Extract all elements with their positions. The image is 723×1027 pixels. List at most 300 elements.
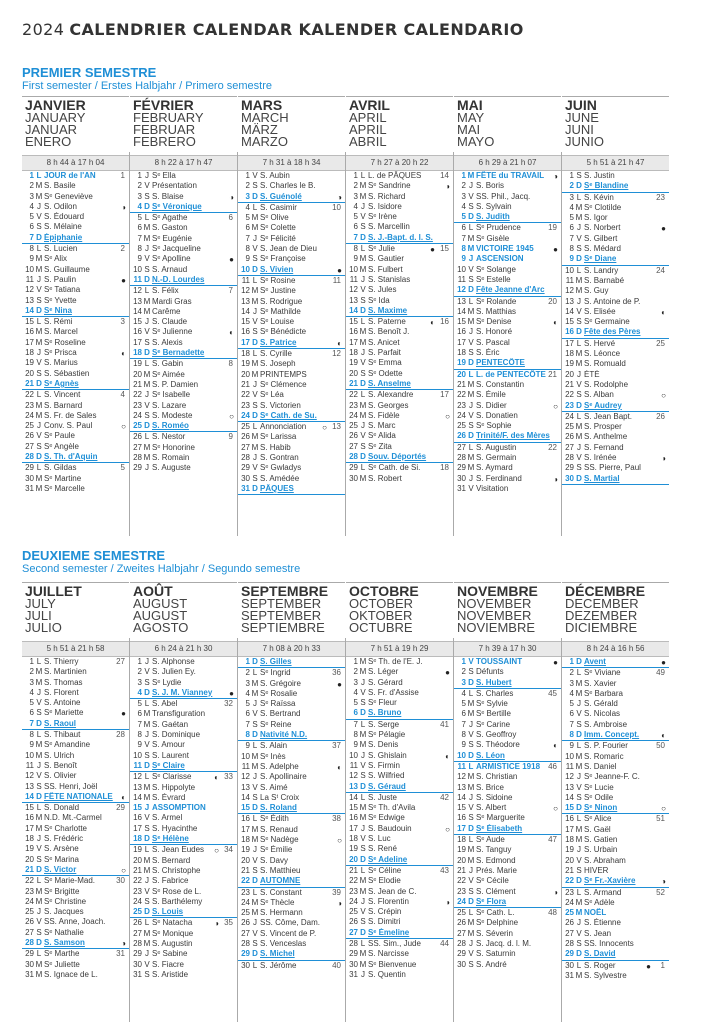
saint-name: Sᵉ Martine: [44, 473, 82, 483]
weekday-letter: D: [252, 803, 258, 813]
day-row: [346, 411, 453, 421]
day-number: 18: [241, 349, 250, 359]
weekday-letter: V: [576, 782, 582, 792]
saint-name: Sᵉ Louise: [260, 317, 295, 327]
month-column: [130, 582, 237, 980]
weekday-letter: M: [467, 306, 475, 316]
weekday-letter: J: [361, 348, 365, 358]
saint-name: S. Baudouin: [368, 823, 412, 833]
day-row: [454, 678, 561, 689]
day-number: 5: [569, 699, 574, 709]
weekday-letter: M: [359, 400, 367, 410]
saint-name: S. Serge: [368, 719, 400, 729]
weekday-letter: L: [36, 317, 42, 327]
month-name: NOVEMBRE: [457, 583, 538, 599]
day-row: [238, 709, 345, 719]
day-number: 21: [25, 378, 34, 388]
weekday-letter: V: [576, 379, 582, 389]
month-name-translation: DECEMBER: [565, 596, 639, 611]
weekday-letter: S: [252, 327, 258, 337]
saint-name: Sᵉ Élisabeth: [476, 823, 523, 833]
saint-name: Sᵉ Emma: [368, 358, 402, 368]
day-row: [562, 317, 669, 327]
day-row: [562, 730, 669, 741]
weekday-letter: D: [576, 949, 582, 959]
day-row: [238, 181, 345, 191]
saint-name: S. Matthieu: [260, 865, 301, 875]
moon-phase-icon: ●: [337, 265, 342, 275]
day-row: [238, 349, 345, 359]
saint-name: S. Alain: [260, 741, 288, 751]
weekday-letter: D: [468, 896, 474, 906]
day-row: [22, 265, 129, 275]
day-number: 29: [457, 463, 466, 473]
day-number: 6: [569, 709, 574, 719]
saint-name: S. Lazare: [152, 400, 187, 410]
day-row: [238, 657, 345, 668]
month-name: MARS: [241, 97, 283, 113]
week-number: 1: [120, 171, 125, 180]
day-row: [454, 223, 561, 233]
weekday-letter: D: [360, 452, 366, 462]
day-row: [454, 411, 561, 421]
day-number: 9: [245, 254, 250, 264]
month-header: [238, 582, 345, 641]
weekday-letter: M: [467, 317, 475, 327]
month-name-translation: JULIO: [25, 620, 62, 635]
day-row: [454, 307, 561, 317]
weekday-letter: L: [144, 432, 150, 442]
day-number: 24: [241, 410, 250, 420]
weekday-letter: M: [35, 254, 43, 264]
day-row: [562, 223, 669, 233]
weekday-letter: J: [145, 730, 149, 740]
moon-phase-icon: ◑: [229, 192, 234, 202]
weekday-letter: J: [37, 421, 41, 431]
day-row: [346, 296, 453, 306]
day-number: 22: [241, 876, 250, 886]
weekday-letter: M: [251, 213, 259, 223]
day-row: [238, 297, 345, 307]
day-number: 23: [565, 887, 574, 897]
day-row: [562, 339, 669, 349]
day-number: 15: [133, 317, 142, 327]
day-number: 23: [349, 400, 358, 410]
day-number: 17: [241, 824, 250, 834]
day-number: 17: [565, 824, 574, 834]
day-number: 18: [133, 834, 142, 844]
weekday-letter: L: [576, 411, 582, 421]
day-number: 27: [133, 928, 142, 938]
weekday-letter: S: [468, 421, 474, 431]
day-row: [346, 813, 453, 823]
day-row: [130, 929, 237, 939]
day-number: 7: [29, 718, 34, 728]
day-row: [346, 824, 453, 834]
month-name-translation: DICIEMBRE: [565, 620, 638, 635]
title-text: CALENDRIER CALENDAR KALENDER CALENDARIO: [69, 20, 524, 39]
weekday-letter: D: [360, 854, 366, 864]
saint-name: Sᵉ Lucie: [584, 782, 614, 792]
month-name: JUILLET: [25, 583, 82, 599]
day-number: 31: [565, 970, 574, 980]
weekday-letter: S: [144, 677, 150, 687]
saint-name: SS. Pierre, Paul: [584, 463, 641, 473]
day-number: 5: [137, 699, 142, 709]
weekday-letter: D: [252, 264, 258, 274]
day-row: [22, 348, 129, 358]
month-header: [22, 582, 129, 641]
day-row: [130, 730, 237, 740]
weekday-letter: M: [467, 918, 475, 928]
saint-name: SS. Phil., Jacq.: [476, 191, 531, 201]
day-number: 25: [25, 907, 34, 917]
weekday-letter: D: [576, 254, 582, 264]
day-row: [22, 698, 129, 708]
saint-name: S. Cyrille: [260, 349, 293, 359]
moon-phase-icon: ●: [229, 255, 234, 265]
weekday-letter: M: [575, 835, 583, 845]
day-row: [346, 917, 453, 927]
day-number: 16: [565, 814, 574, 824]
moon-phase-icon: ◑: [214, 919, 219, 929]
day-number: 6: [353, 708, 358, 718]
day-number: 16: [349, 327, 358, 337]
day-row: [454, 835, 561, 845]
day-row: [562, 266, 669, 276]
day-number: 28: [457, 939, 466, 949]
day-number: 9: [137, 740, 142, 750]
day-number: 2: [137, 181, 142, 191]
day-row: [562, 390, 669, 400]
saint-name: Annonciation: [260, 422, 307, 432]
day-row: [454, 918, 561, 928]
weekday-letter: V: [468, 483, 474, 493]
saint-name: Sᵉ Cécile: [476, 876, 509, 886]
day-row: [346, 907, 453, 917]
weekday-letter: M: [143, 442, 151, 452]
day-number: 12: [457, 285, 466, 295]
weekday-letter: S: [252, 181, 258, 191]
day-number: 1: [245, 657, 250, 666]
day-number: 30: [457, 959, 466, 969]
weekday-letter: J: [361, 823, 365, 833]
day-number: 13: [565, 782, 574, 792]
day-number: 27: [457, 928, 466, 938]
saint-name: Sᵉ Sophie: [476, 421, 512, 431]
day-number: 4: [569, 688, 574, 698]
day-row: [130, 824, 237, 834]
weekday-letter: L: [576, 814, 582, 824]
day-number: 30: [565, 473, 574, 483]
day-number: 10: [349, 264, 358, 274]
saint-name: S. Rodolphe: [584, 379, 629, 389]
weekday-letter: J: [469, 792, 473, 802]
day-row: [346, 452, 453, 463]
saint-name: S. Ulrich: [44, 750, 75, 760]
weekday-letter: S: [360, 368, 366, 378]
weekday-letter: M: [575, 678, 583, 688]
day-row: [238, 803, 345, 814]
weekday-letter: M: [467, 171, 475, 180]
day-number: 31: [25, 483, 34, 493]
week-number: 29: [116, 803, 125, 813]
saint-name: N.-D. Lourdes: [152, 274, 205, 284]
weekday-letter: M: [251, 359, 259, 369]
moon-phase-icon: ◑: [553, 474, 558, 484]
saint-name: Sᵉ Gwladys: [260, 463, 302, 473]
month-name: FÉVRIER: [133, 97, 194, 113]
day-row: [22, 876, 129, 886]
weekday-letter: V: [144, 886, 150, 896]
weekday-letter: J: [145, 171, 149, 180]
day-row: [454, 783, 561, 793]
saint-name: SS. Innocents: [584, 939, 634, 949]
month-name-translation: MÄRZ: [241, 122, 278, 137]
day-row: [346, 970, 453, 980]
week-number: 23: [656, 192, 665, 202]
weekday-letter: V: [360, 760, 366, 770]
weekday-letter: D: [144, 421, 150, 431]
month-column: [22, 582, 129, 980]
semester-subtitle: Second semester / Zweites Halbjahr / Segundo semestre: [22, 563, 301, 575]
day-row: [346, 834, 453, 844]
weekday-letter: V: [576, 709, 582, 719]
saint-name: S. Victor: [44, 864, 77, 874]
weekday-letter: L: [468, 761, 474, 771]
weekday-letter: V: [252, 463, 258, 473]
day-row: [22, 761, 129, 771]
saint-name: Avent: [584, 657, 606, 666]
month-name: DÉCEMBRE: [565, 583, 646, 599]
day-number: 14: [25, 791, 34, 801]
weekday-letter: M: [359, 410, 367, 420]
weekday-letter: V: [468, 730, 474, 740]
day-row: [130, 876, 237, 886]
saint-name: S. Odilon: [44, 201, 77, 211]
day-number: 7: [461, 719, 466, 729]
saint-name: S. P. Damien: [152, 379, 199, 389]
weekday-letter: J: [145, 317, 149, 327]
weekday-letter: M: [143, 719, 151, 729]
weekday-letter: D: [576, 400, 582, 410]
saint-name: S. Jules: [368, 285, 397, 295]
day-number: 11: [457, 274, 466, 284]
day-row: [238, 286, 345, 296]
saint-name: S. Bruno: [368, 708, 402, 718]
day-row: [238, 380, 345, 390]
saint-name: S. Apollinaire: [260, 772, 307, 782]
day-row: [346, 960, 453, 970]
weekday-letter: L: [360, 317, 366, 327]
day-row: [454, 338, 561, 348]
saint-name: S. Blaise: [152, 191, 184, 201]
day-number: 8: [29, 244, 34, 254]
day-row: [454, 265, 561, 275]
day-row: [130, 286, 237, 296]
day-row: [346, 939, 453, 949]
weekday-letter: M: [575, 908, 583, 918]
saint-name: S. Fernand: [584, 442, 624, 452]
weekday-letter: M: [143, 453, 151, 463]
day-row: [22, 678, 129, 688]
day-row: [454, 380, 561, 390]
day-row: [454, 297, 561, 307]
day-number: 15: [25, 803, 34, 813]
day-number: 15: [457, 317, 466, 327]
day-number: 7: [245, 719, 250, 729]
day-number: 13: [565, 296, 574, 306]
weekday-letter: J: [361, 896, 365, 906]
saint-name: S. Barnard: [44, 400, 83, 410]
day-row: [130, 772, 237, 782]
weekday-letter: M: [359, 337, 367, 347]
week-number: 36: [332, 668, 341, 678]
saint-name: Sᵉ Nathalie: [44, 927, 84, 937]
saint-name: S. Alexandre: [368, 390, 414, 400]
moon-phase-icon: ◑: [121, 939, 126, 949]
weekday-letter: L: [36, 730, 42, 740]
day-row: [22, 792, 129, 803]
month-name-translation: JULY: [25, 596, 56, 611]
day-number: 11: [25, 274, 34, 284]
day-row: [130, 432, 237, 442]
week-number: 51: [656, 814, 665, 824]
day-number: 17: [25, 823, 34, 833]
saint-name: S. Basile: [44, 181, 76, 191]
month-header: [130, 96, 237, 155]
week-number: 49: [656, 668, 665, 678]
saint-name: S. Antoine: [44, 698, 81, 708]
saint-name: Sᵉ Olive: [260, 213, 289, 223]
day-number: 3: [245, 191, 250, 201]
weekday-letter: M: [467, 244, 475, 254]
weekday-letter: M: [143, 369, 151, 379]
saint-name: S. Guillaume: [44, 264, 90, 274]
day-row: [346, 379, 453, 390]
weekday-letter: S: [144, 191, 150, 201]
day-number: 12: [565, 286, 574, 296]
day-row: [238, 203, 345, 213]
week-number: 27: [116, 657, 125, 666]
saint-name: Sᵉ Fr.-Xavière: [584, 876, 636, 886]
saint-name: S. Étienne: [584, 918, 621, 928]
day-number: 9: [245, 741, 250, 751]
day-number: 23: [457, 886, 466, 896]
day-number: 27: [349, 441, 358, 451]
weekday-letter: V: [36, 431, 42, 441]
day-row: [22, 181, 129, 191]
saint-name: S. Narcisse: [368, 949, 409, 959]
weekday-letter: L: [360, 244, 366, 254]
saint-name: S. Léon: [476, 750, 505, 760]
weekday-letter: M: [575, 286, 583, 296]
saint-name: Sᵉ Clémence: [260, 379, 307, 389]
day-row: [130, 688, 237, 699]
day-number: 12: [349, 771, 358, 781]
day-row: [238, 679, 345, 689]
day-number: 21: [349, 378, 358, 388]
saint-name: Sᵉ Blandine: [584, 181, 629, 191]
day-row: [238, 888, 345, 898]
day-row: [454, 244, 561, 254]
day-number: 25: [133, 421, 142, 431]
saint-name: S. Jacques: [44, 907, 84, 917]
day-number: 13: [25, 781, 34, 791]
saint-name: S. Gérard: [368, 677, 403, 687]
day-row: [346, 708, 453, 719]
saint-name: S. Parfait: [368, 348, 401, 358]
saint-name: Sᵉ Barbara: [584, 688, 623, 698]
weekday-letter: M: [359, 657, 367, 666]
weekday-letter: S: [36, 708, 42, 718]
saint-name: Sᵉ Bienvenue: [368, 959, 417, 969]
month-name-translation: ABRIL: [349, 134, 387, 149]
saint-name: S. Wilfried: [368, 771, 405, 781]
week-number: 26: [656, 411, 665, 421]
day-number: 3: [461, 677, 466, 687]
weekday-letter: D: [252, 949, 258, 959]
weekday-letter: J: [468, 254, 474, 264]
day-number: 19: [457, 358, 466, 368]
moon-phase-icon: ○: [553, 401, 558, 411]
day-row: [130, 949, 237, 959]
day-row: [562, 203, 669, 213]
day-row: [562, 825, 669, 835]
day-row: [346, 855, 453, 866]
weekday-letter: V: [576, 453, 582, 463]
saint-name: S. Germain: [476, 453, 517, 463]
weekday-letter: S: [360, 698, 366, 708]
saint-name: Sᵉ Félicité: [260, 233, 296, 243]
day-row: [22, 667, 129, 677]
day-row: [130, 359, 237, 369]
day-row: [562, 720, 669, 730]
day-row: [22, 338, 129, 348]
day-number: 6: [245, 223, 250, 233]
day-row: [22, 212, 129, 222]
weekday-letter: V: [144, 327, 150, 337]
day-number: 1: [137, 171, 142, 180]
weekday-letter: V: [36, 771, 42, 781]
week-number: 2: [120, 244, 125, 254]
saint-name: Sᵉ Flora: [476, 896, 507, 906]
day-number: 24: [241, 897, 250, 907]
saint-name: Sᵉ Odette: [368, 368, 403, 378]
weekday-letter: D: [252, 657, 258, 666]
month-name: AVRIL: [349, 97, 390, 113]
weekday-letter: J: [37, 687, 41, 697]
moon-phase-icon: ●: [121, 275, 126, 285]
saint-name: S. Isidore: [368, 201, 402, 211]
month-name: SEPTEMBRE: [241, 583, 329, 599]
day-row: [130, 761, 237, 772]
saint-name: S. Christian: [476, 772, 518, 782]
day-row: [238, 762, 345, 772]
moon-phase-icon: ●: [553, 658, 558, 667]
weekday-letter: L: [144, 845, 150, 855]
weekday-letter: D: [36, 452, 42, 462]
day-number: 17: [133, 337, 142, 347]
saint-name: Sᵉ Denise: [476, 317, 512, 327]
weekday-letter: J: [577, 442, 581, 452]
weekday-letter: M: [143, 865, 151, 875]
day-row: [130, 751, 237, 761]
day-number: 14: [241, 792, 250, 802]
saint-name: Sᵉ Rose de L.: [152, 886, 202, 896]
day-row: [454, 657, 561, 667]
day-number: 1: [137, 657, 142, 666]
